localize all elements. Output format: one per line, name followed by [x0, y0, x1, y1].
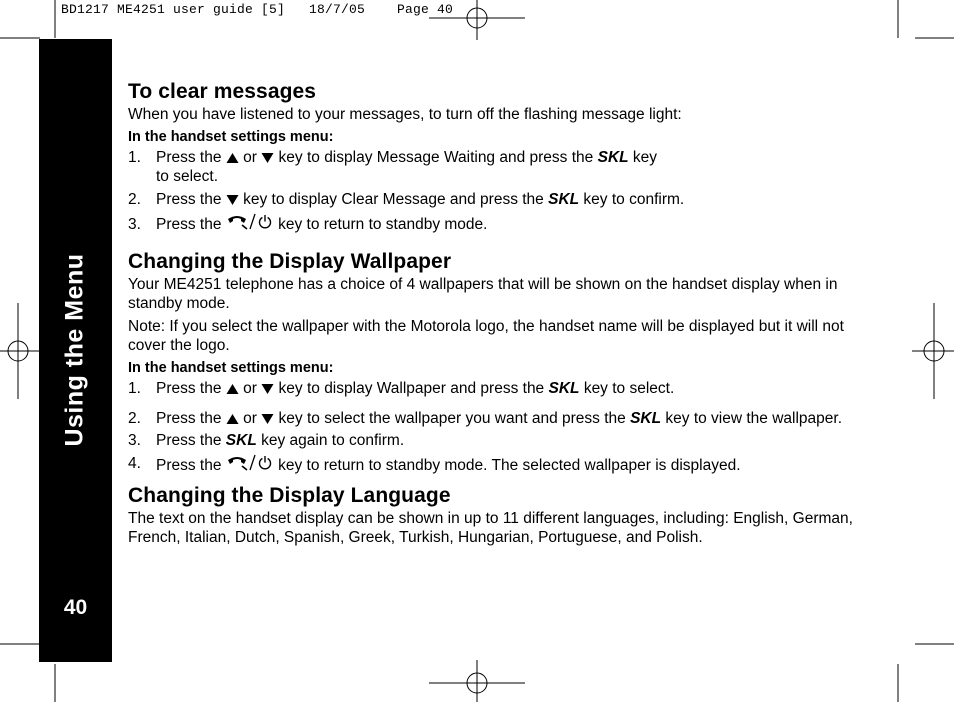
up-arrow-icon	[226, 152, 239, 164]
step-text: key to view the wallpaper.	[665, 410, 843, 427]
step-text: or	[243, 380, 257, 397]
paragraph: Your ME4251 telephone has a choice of 4 wallpapers that will be shown on the handset display when in standby mode.	[128, 276, 838, 312]
skl-key-label: SKL	[597, 149, 629, 166]
list-item	[128, 148, 876, 186]
paragraph: Note: If you select the wallpaper with the Motorola logo, the handset name will be displayed but it will not cover the logo.	[128, 318, 844, 354]
step-text: key to confirm.	[583, 191, 685, 208]
skl-key-label: SKL	[548, 380, 580, 397]
end-call-power-icon	[226, 454, 274, 472]
down-arrow-icon	[261, 413, 274, 425]
up-arrow-icon	[226, 413, 239, 425]
steps-list	[128, 148, 876, 237]
step-text: key again to confirm.	[261, 432, 405, 449]
step-number: 1.	[128, 380, 141, 397]
down-arrow-icon	[261, 383, 274, 395]
step-text: Press the	[156, 149, 222, 166]
step-text: Press the	[156, 410, 222, 427]
registration-mark-icon	[912, 303, 954, 399]
step-number: 3.	[128, 432, 141, 449]
step-text: to select.	[156, 168, 219, 185]
registration-mark-icon	[429, 0, 525, 40]
list-item	[128, 407, 876, 431]
step-text: or	[243, 149, 257, 166]
step-number: 2.	[128, 410, 141, 427]
down-arrow-icon	[261, 152, 274, 164]
step-text: key to display Clear Message and press the	[243, 191, 544, 208]
registration-mark-icon	[0, 303, 40, 399]
step-text: Press the	[156, 380, 222, 397]
step-text: Press the	[156, 191, 222, 208]
print-slug: BD1217 ME4251 user guide [5] 18/7/05 Page 40	[61, 2, 454, 17]
list-item	[128, 454, 876, 475]
step-text: Press the	[156, 457, 222, 474]
list-item	[128, 379, 876, 398]
step-text: Press the	[156, 216, 222, 233]
page-number: 40	[63, 596, 88, 619]
steps-list	[128, 379, 876, 475]
step-text: key to display Message Waiting and press the	[278, 149, 594, 166]
paragraph: The text on the handset display can be shown in up to 11 different languages, including: English, German, French, Italian, Dutch, Spanish, Greek, Turkish, Hungarian, Portuguese, and Polish.	[128, 510, 853, 546]
skl-key-label: SKL	[225, 432, 257, 449]
step-text: key to select.	[583, 380, 675, 397]
step-text: key to display Wallpaper and press the	[278, 380, 545, 397]
registration-mark-icon	[429, 660, 525, 702]
side-tab-label: Using the Menu	[60, 253, 89, 447]
section-heading: Changing the Display Language	[128, 484, 451, 507]
skl-key-label: SKL	[548, 191, 580, 208]
list-item	[128, 431, 876, 450]
paragraph: When you have listened to your messages, to turn off the flashing message light:	[128, 106, 682, 123]
up-arrow-icon	[226, 383, 239, 395]
down-arrow-icon	[226, 194, 239, 206]
step-text: key	[632, 149, 658, 166]
end-call-power-icon	[226, 213, 274, 231]
step-text: key to return to standby mode.	[278, 216, 488, 233]
list-item	[128, 213, 876, 237]
skl-key-label: SKL	[630, 410, 662, 427]
section-heading: To clear messages	[128, 80, 317, 103]
menu-label: In the handset settings menu:	[128, 129, 334, 145]
step-number: 1.	[128, 149, 141, 166]
step-text: key to return to standby mode. The selected wallpaper is displayed.	[278, 457, 741, 474]
section-heading: Changing the Display Wallpaper	[128, 250, 452, 273]
step-number: 4.	[128, 455, 141, 472]
step-text: key to select the wallpaper you want and press the	[278, 410, 626, 427]
step-text: Press the	[156, 432, 222, 449]
list-item	[128, 190, 876, 209]
step-text: or	[243, 410, 257, 427]
menu-label: In the handset settings menu:	[128, 360, 334, 376]
page-content	[128, 79, 876, 547]
step-number: 3.	[128, 216, 141, 233]
step-number: 2.	[128, 191, 141, 208]
